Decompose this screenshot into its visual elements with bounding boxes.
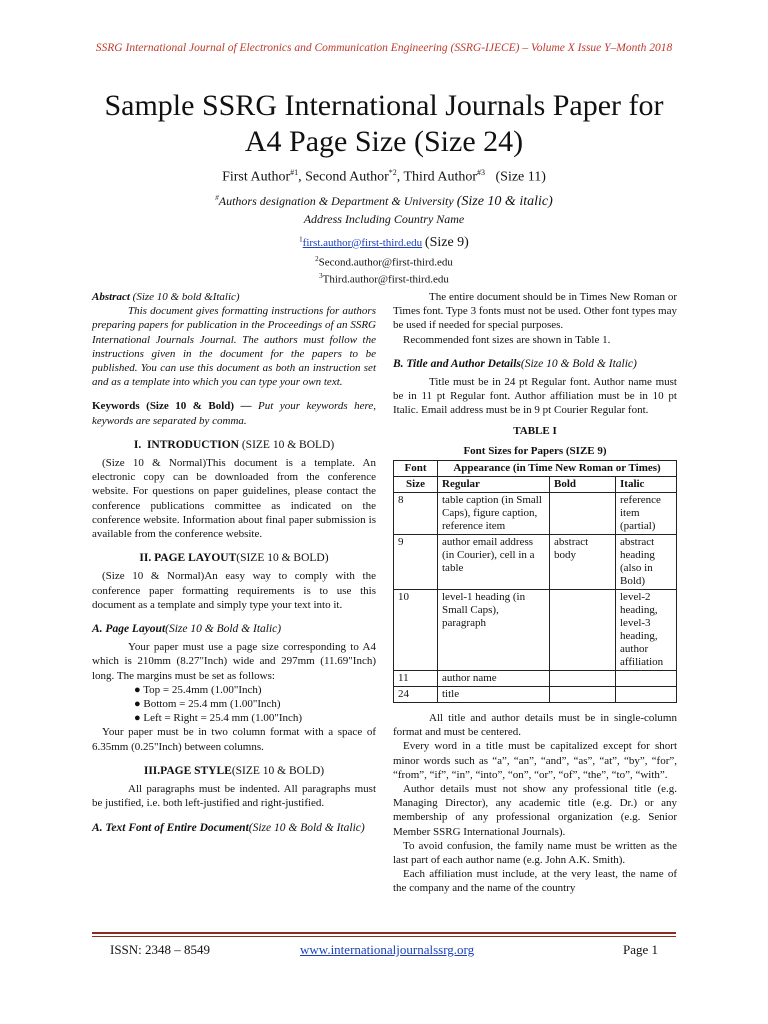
author-line [40, 168, 728, 186]
subsection-a-heading [92, 622, 376, 636]
subsection-a-note: (Size 10 & Bold & Italic) [165, 623, 282, 636]
abstract [92, 290, 376, 304]
table-header-row-2 [394, 477, 677, 493]
capitalization-paragraph: Every word in a title must be capitalized except for short minor words such as “a”, “an”, “and”, “as”, “at”, “by”, “for”, “from”, “if”, “in”, “into”, “on”, “or”, “of”, “the”, “to”, “with”. [393, 740, 677, 781]
title-line-1: Sample SSRG International Journals Paper for [104, 89, 664, 122]
cell-size: 10 [394, 590, 438, 671]
subsection-b-note: (Size 10 & Bold & Italic) [520, 357, 637, 370]
cell-size: 24 [394, 687, 438, 703]
th-appearance: Appearance (in Time New Roman or Times) [438, 461, 677, 477]
table-title: TABLE I [513, 424, 557, 437]
section-2-number: II. [139, 552, 152, 565]
th-italic: Italic [616, 477, 677, 493]
affiliation-sup: # [215, 193, 219, 202]
affiliation-size-note: (Size 10 & italic) [456, 193, 553, 209]
font-paragraph: The entire document should be in Times New Roman or Times font. Type 3 fonts must not be used. Other font types may be used if needed for special purposes. [393, 291, 677, 332]
author-1-sup: #1 [290, 168, 299, 177]
affiliation-address: Address Including Country Name [303, 211, 465, 226]
email-size-note: (Size 9) [424, 234, 469, 250]
author-3: , Third Author [396, 169, 477, 185]
author-1: First Author [222, 169, 291, 185]
email-3: Third.author@first-third.edu [322, 273, 449, 286]
subsection-a-label: A. Page Layout [92, 623, 166, 636]
subsection-a2-heading [92, 821, 376, 835]
table-row [394, 535, 677, 590]
subsection-b-text: Title must be in 24 pt Regular font. Author name must be in 11 pt Regular font. Author affiliation must be in 10 pt Italic. Email address must be in 9 pt Courier Regular font. [393, 376, 677, 417]
email-3-sup: 3 [319, 272, 323, 281]
cell-size: 9 [394, 535, 438, 590]
table-row [394, 687, 677, 703]
table-row [394, 493, 677, 535]
section-1-note: (SIZE 10 & BOLD) [238, 438, 335, 451]
footer-issn: ISSN: 2348 – 8549 [110, 942, 211, 957]
subsection-b-label: B. Title and Author Details [393, 357, 521, 370]
subsection-a-text-2: Your paper must be in two column format with a space of 6.35mm (0.25"Inch) between columns. [92, 726, 376, 753]
section-2-heading [92, 551, 376, 565]
cell-bold: abstract body [550, 535, 616, 590]
left-column [92, 290, 376, 835]
section-3-heading [92, 764, 376, 778]
bullet-bottom: ● Bottom = 25.4 mm (1.00"Inch) [134, 698, 281, 711]
section-2-title: PAGE LAYOUT [154, 552, 237, 565]
paper-title [40, 88, 728, 160]
cell-regular: title [438, 687, 550, 703]
affiliation-text: Authors designation & Department & University [218, 193, 457, 208]
abstract-note: (Size 10 & bold &Italic) [129, 291, 240, 303]
section-3-text: All paragraphs must be indented. All paragraphs must be justified, i.e. both left-justified and right-justified. [92, 783, 376, 810]
cell-regular: author email address (in Courier), cell in a table [438, 535, 550, 590]
section-1-title: INTRODUCTION [146, 438, 239, 451]
email-2-line [40, 255, 728, 269]
section-3-title: III.PAGE STYLE [143, 764, 232, 777]
bullet-left-right: ● Left = Right = 25.4 mm (1.00"Inch) [134, 712, 303, 725]
affiliation [40, 194, 728, 210]
cell-size: 11 [394, 671, 438, 687]
cell-italic [616, 671, 677, 687]
email-1-link[interactable]: first.author@first-third.edu [302, 236, 423, 249]
th-size: Size [394, 477, 438, 493]
table-row [394, 590, 677, 671]
email-2: Second.author@first-third.edu [318, 256, 453, 269]
th-regular: Regular [438, 477, 550, 493]
cell-size: 8 [394, 493, 438, 535]
title-line-2: A4 Page Size (Size 24) [244, 125, 524, 158]
cell-regular: author name [438, 671, 550, 687]
cell-italic: abstract heading (also in Bold) [616, 535, 677, 590]
cell-italic [616, 687, 677, 703]
author-3-sup: #3 [477, 168, 485, 177]
cell-bold [550, 687, 616, 703]
cell-italic: level-2 heading, level-3 heading, author affiliation [616, 590, 677, 671]
right-column [393, 290, 677, 896]
subsection-a2-note: (Size 10 & Bold & Italic) [248, 821, 365, 834]
keywords [92, 399, 376, 427]
section-3-note: (SIZE 10 & BOLD) [231, 764, 325, 777]
email-1-line [40, 235, 728, 251]
th-bold: Bold [550, 477, 616, 493]
email-3-line [40, 272, 728, 286]
section-2-text: (Size 10 & Normal)An easy way to comply with the conference paper formatting requirements is to use this document as a template and simply type your text into it. [92, 570, 376, 611]
author-2: , Second Author [298, 169, 389, 185]
abstract-text: This document gives formatting instructions for authors preparing papers for publication in the Proceedings of an SSRG International Journals Journal. The authors must follow the instructions given in the document for the papers to be published. You can use this document as both an instruction set and as a template into which you can type your own text. [92, 305, 376, 389]
table-row [394, 671, 677, 687]
family-name-paragraph: To avoid confusion, the family name must be written as the last part of each author name (e.g. John A.K. Smith). [393, 839, 677, 867]
abstract-label: Abstract [92, 291, 130, 303]
email-1-sup: 1 [299, 235, 303, 243]
affiliation-paragraph: Each affiliation must include, at the very least, the name of the company and the name of the country [393, 868, 677, 895]
section-1-text: (Size 10 & Normal)This document is a template. An electronic copy can be downloaded from the conference website. For questions on paper guidelines, please contact the conference publications committee as indicated on the conference website. Information about final paper submission is available from the conference website. [92, 457, 376, 541]
section-1-heading [92, 438, 376, 452]
professional-title-paragraph: Author details must not show any professional title (e.g. Managing Director), any academic title (e.g. Dr.) or any membership of any professional organization (e.g. Senior Member SSRG International Journals). [393, 783, 677, 838]
footer-page-number: Page 1 [622, 942, 658, 957]
keywords-text: Put your keywords here, keywords are separated by comma. [92, 400, 376, 427]
footer-rule-thick [92, 932, 676, 934]
section-2-note: (SIZE 10 & BOLD) [236, 552, 329, 565]
cell-bold [550, 590, 616, 671]
table-caption: Font Sizes for Papers (SIZE 9) [463, 444, 607, 457]
table-header-row-1 [394, 461, 677, 477]
cell-regular: level-1 heading (in Small Caps), paragraph [438, 590, 550, 671]
cell-bold [550, 671, 616, 687]
centering-paragraph: All title and author details must be in single-column format and must be centered. [393, 712, 677, 739]
author-size-note: (Size 11) [495, 169, 546, 185]
footer-website-link[interactable]: www.internationaljournalssrg.org [300, 942, 475, 957]
cell-italic: reference item (partial) [616, 493, 677, 535]
keywords-label: Keywords (Size 10 & Bold) — [92, 400, 252, 413]
email-2-sup: 2 [315, 254, 319, 263]
cell-regular: table caption (in Small Caps), figure caption, reference item [438, 493, 550, 535]
th-font: Font [394, 461, 438, 477]
font-size-table [393, 460, 677, 703]
running-head: SSRG International Journal of Electronics and Communication Engineering (SSRG-IJECE) – Volume X Issue Y–Month 2018 [95, 42, 673, 54]
title-block [40, 88, 728, 286]
subsection-b-heading [393, 357, 677, 371]
font-sizes-paragraph: Recommended font sizes are shown in Table 1. [403, 333, 611, 346]
bullet-top: ● Top = 25.4mm (1.00"Inch) [134, 683, 262, 696]
footer-rule-thin [92, 936, 676, 937]
subsection-a-text: Your paper must use a page size corresponding to A4 which is 210mm (8.27"Inch) wide and 297mm (11.69"Inch) long. The margins must be set as follows: [92, 641, 376, 682]
cell-bold [550, 493, 616, 535]
section-1-number: I. [133, 438, 142, 451]
subsection-a2-label: A. Text Font of Entire Document [92, 821, 249, 834]
author-2-sup: *2 [388, 168, 397, 177]
